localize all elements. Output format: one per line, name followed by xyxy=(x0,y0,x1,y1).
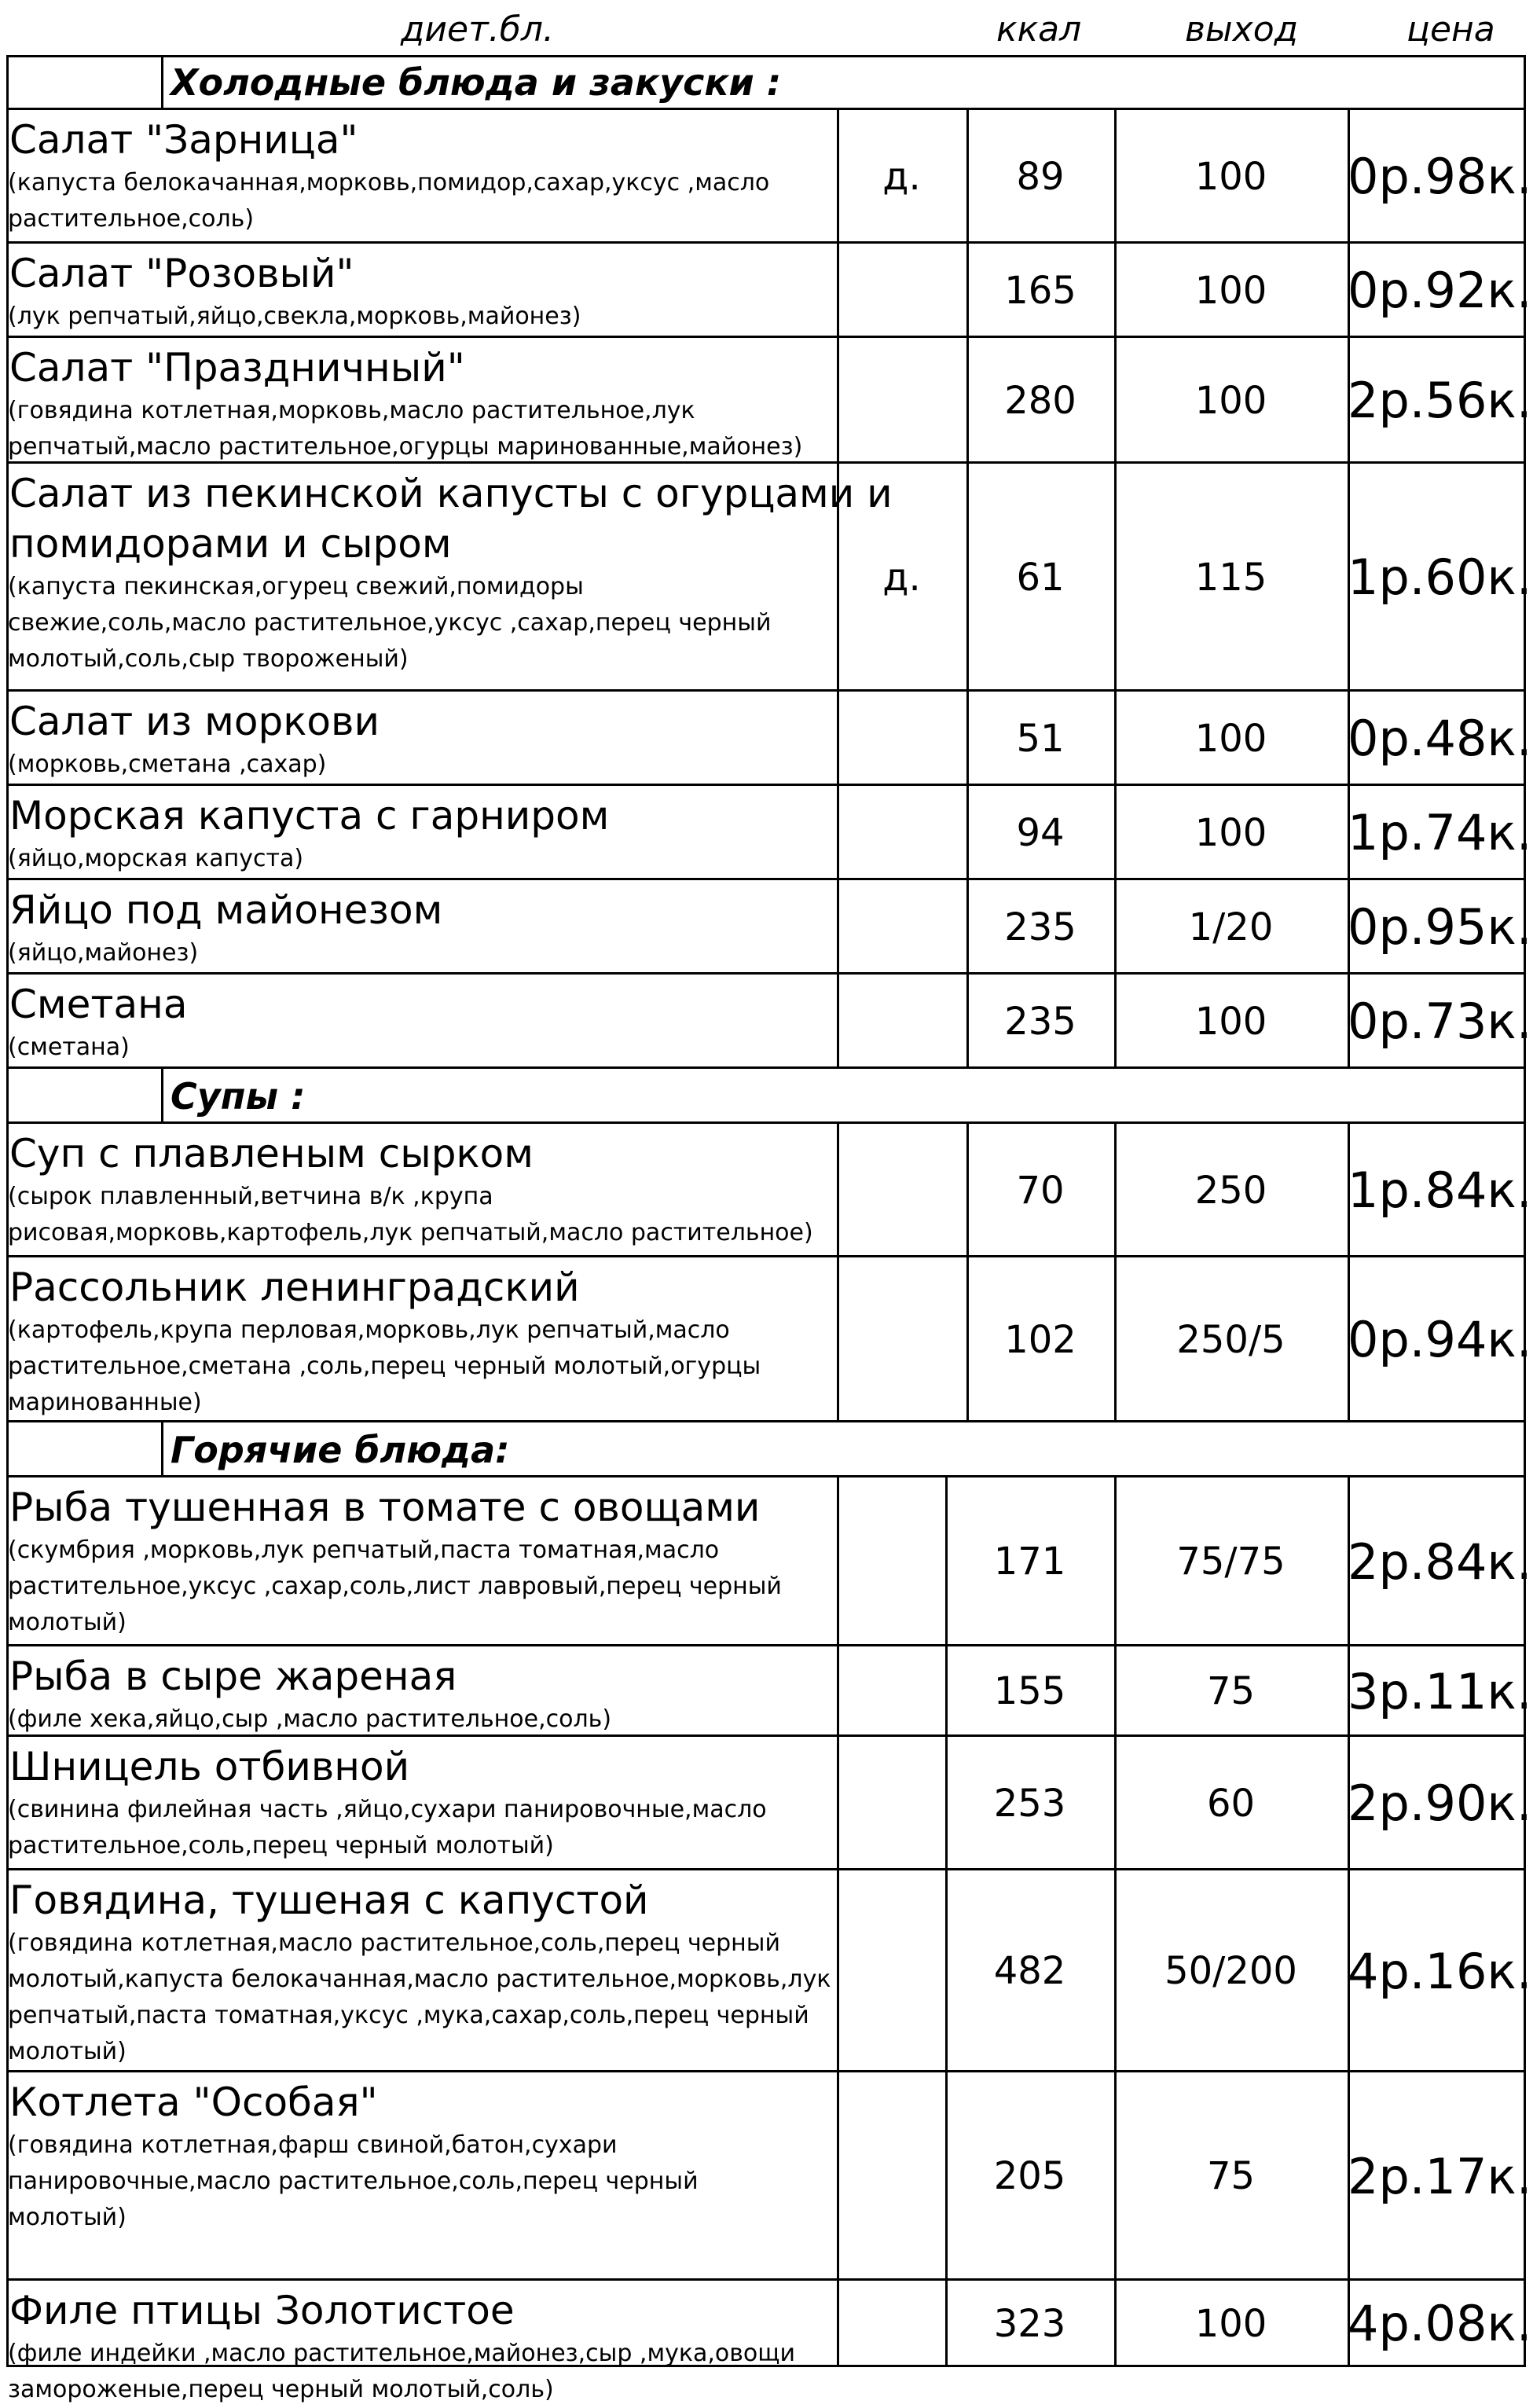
dish-ingredients: молотый) xyxy=(8,2038,127,2065)
column-rule-0 xyxy=(837,1477,839,1646)
yield-value: 115 xyxy=(1194,556,1267,600)
price-value: 0р.94к. xyxy=(1348,1311,1532,1368)
yield-value: 60 xyxy=(1206,1782,1256,1826)
dish-ingredients: (говядина котлетная,фарш свиной,батон,сухари xyxy=(8,2131,618,2159)
price-value: 0р.92к. xyxy=(1348,262,1532,319)
column-rule-0 xyxy=(837,2281,839,2367)
yield-value: 50/200 xyxy=(1164,1949,1297,1993)
dish-ingredients: (филе хека,яйцо,сыр ,масло растительное,соль) xyxy=(8,1705,612,1733)
dish-ingredients: (капуста пекинская,огурец свежий,помидоры xyxy=(8,573,584,600)
dish-ingredients: молотый) xyxy=(8,2204,127,2231)
section-divider xyxy=(161,1069,163,1124)
dish-ingredients: замороженые,перец черный молотый,соль) xyxy=(8,2376,554,2403)
dish-ingredients: рисовая,морковь,картофель,лук репчатый,масло растительное) xyxy=(8,1219,813,1246)
column-rule-0 xyxy=(837,338,839,464)
price-value: 2р.56к. xyxy=(1348,372,1532,429)
dish-ingredients: растительное,уксус ,сахар,соль,лист лавровый,перец черный xyxy=(8,1573,782,1600)
dish-ingredients: молотый,капуста белокачанная,масло растительное,морковь,лук xyxy=(8,1966,831,1993)
yield-value: 75 xyxy=(1206,2154,1256,2198)
section-title: Горячие блюда: xyxy=(171,1429,510,1471)
dish-ingredients: (сырок плавленный,ветчина в/к ,крупа xyxy=(8,1183,493,1210)
dish-name: Салат "Розовый" xyxy=(9,251,354,296)
kcal-value: 482 xyxy=(993,1949,1066,1993)
dish-name: Суп с плавленым сырком xyxy=(9,1131,534,1176)
yield-value: 250/5 xyxy=(1176,1318,1285,1362)
dish-ingredients: молотый) xyxy=(8,1609,127,1636)
dish-ingredients: (картофель,крупа перловая,морковь,лук репчатый,масло xyxy=(8,1316,730,1344)
dish-name: Салат из моркови xyxy=(9,699,380,744)
diet-mark: д. xyxy=(882,556,921,600)
price-value: 0р.48к. xyxy=(1348,710,1532,767)
dish-ingredients: (говядина котлетная,масло растительное,соль,перец черный xyxy=(8,1929,780,1957)
kcal-value: 253 xyxy=(993,1782,1066,1826)
yield-value: 250 xyxy=(1194,1169,1267,1213)
dish-name: Яйцо под майонезом xyxy=(9,887,443,933)
yield-value: 1/20 xyxy=(1188,905,1274,949)
dish-ingredients: (капуста белокачанная,морковь,помидор,сахар,уксус ,масло xyxy=(8,169,770,196)
dish-ingredients: (сметана) xyxy=(8,1033,130,1061)
kcal-value: 235 xyxy=(1004,1000,1076,1044)
diet-mark: д. xyxy=(882,155,921,199)
dish-name: Сметана xyxy=(9,982,188,1027)
kcal-value: 94 xyxy=(1016,811,1065,855)
header-kcal: ккал xyxy=(996,9,1082,50)
kcal-value: 61 xyxy=(1016,556,1065,600)
column-rule-0 xyxy=(837,975,839,1069)
header-diet: диет.бл. xyxy=(401,9,554,50)
column-rule-0 xyxy=(837,1257,839,1422)
dish-name: Морская капуста с гарниром xyxy=(9,793,610,839)
dish-ingredients: растительное,соль) xyxy=(8,205,255,233)
kcal-value: 205 xyxy=(993,2154,1066,2198)
dish-ingredients: растительное,сметана ,соль,перец черный молотый,огурцы xyxy=(8,1353,761,1380)
column-rule-0 xyxy=(837,880,839,975)
dish-ingredients: репчатый,паста томатная,уксус ,мука,сахар,соль,перец черный xyxy=(8,2002,809,2029)
yield-value: 75 xyxy=(1206,1669,1256,1713)
header-yield: выход xyxy=(1185,9,1299,50)
kcal-value: 323 xyxy=(993,2302,1066,2346)
yield-value: 100 xyxy=(1194,1000,1267,1044)
dish-ingredients: (яйцо,майонез) xyxy=(8,939,199,967)
dish-ingredients: (филе индейки ,масло растительное,майонез,сыр ,мука,овощи xyxy=(8,2340,796,2367)
kcal-value: 280 xyxy=(1004,379,1076,423)
column-rule-0 xyxy=(837,786,839,880)
price-value: 0р.95к. xyxy=(1348,898,1532,956)
column-rule-0 xyxy=(837,1737,839,1870)
price-value: 4р.08к. xyxy=(1348,2295,1532,2352)
dish-name: помидорами и сыром xyxy=(9,521,452,567)
section-title: Холодные блюда и закуски : xyxy=(171,61,782,104)
dish-ingredients: (говядина котлетная,морковь,масло растительное,лук xyxy=(8,397,695,424)
section-divider xyxy=(161,1422,163,1477)
dish-ingredients: свежие,соль,масло растительное,уксус ,сахар,перец черный xyxy=(8,609,772,637)
dish-ingredients: (яйцо,морская капуста) xyxy=(8,845,304,872)
price-value: 1р.60к. xyxy=(1348,549,1532,606)
dish-ingredients: молотый,соль,сыр твороженый) xyxy=(8,645,409,673)
price-value: 2р.84к. xyxy=(1348,1533,1532,1591)
price-value: 3р.11к. xyxy=(1348,1663,1532,1720)
price-value: 1р.74к. xyxy=(1348,804,1532,861)
column-rule-0 xyxy=(837,692,839,786)
dish-name: Салат "Праздничный" xyxy=(9,345,465,391)
yield-value: 75/75 xyxy=(1176,1540,1285,1584)
section-title: Супы : xyxy=(171,1075,306,1118)
price-value: 0р.73к. xyxy=(1348,993,1532,1050)
dish-ingredients: репчатый,масло растительное,огурцы маринованные,майонез) xyxy=(8,433,803,461)
price-value: 2р.90к. xyxy=(1348,1775,1532,1832)
yield-value: 100 xyxy=(1194,379,1267,423)
price-value: 1р.84к. xyxy=(1348,1162,1532,1219)
yield-value: 100 xyxy=(1194,2302,1267,2346)
price-value: 0р.98к. xyxy=(1348,148,1532,205)
kcal-value: 165 xyxy=(1004,269,1076,313)
column-rule-0 xyxy=(837,1646,839,1737)
price-value: 4р.16к. xyxy=(1348,1943,1532,2000)
kcal-value: 70 xyxy=(1016,1169,1065,1213)
yield-value: 100 xyxy=(1194,811,1267,855)
dish-ingredients: маринованные) xyxy=(8,1389,202,1416)
kcal-value: 235 xyxy=(1004,905,1076,949)
dish-ingredients: панировочные,масло растительное,соль,перец черный xyxy=(8,2168,699,2195)
dish-ingredients: (морковь,сметана ,сахар) xyxy=(8,751,327,778)
kcal-value: 102 xyxy=(1004,1318,1076,1362)
dish-ingredients: растительное,соль,перец черный молотый) xyxy=(8,1832,554,1859)
dish-name: Салат из пекинской капусты с огурцами и xyxy=(9,471,893,516)
price-value: 2р.17к. xyxy=(1348,2148,1532,2205)
dish-ingredients: (лук репчатый,яйцо,свекла,морковь,майонез) xyxy=(8,303,581,330)
dish-name: Филе птицы Золотистое xyxy=(9,2288,515,2333)
dish-name: Говядина, тушеная с капустой xyxy=(9,1878,649,1923)
yield-value: 100 xyxy=(1194,717,1267,761)
dish-name: Рассольник ленинградский xyxy=(9,1265,580,1310)
dish-name: Салат "Зарница" xyxy=(9,117,358,163)
section-divider xyxy=(161,55,163,110)
dish-name: Рыба тушенная в томате с овощами xyxy=(9,1485,761,1530)
kcal-value: 155 xyxy=(993,1669,1066,1713)
column-rule-0 xyxy=(837,2072,839,2281)
column-rule-0 xyxy=(837,1124,839,1257)
yield-value: 100 xyxy=(1194,155,1267,199)
column-rule-0 xyxy=(837,1870,839,2072)
kcal-value: 51 xyxy=(1016,717,1065,761)
column-rule-0 xyxy=(837,244,839,338)
kcal-value: 89 xyxy=(1016,155,1065,199)
dish-name: Котлета "Особая" xyxy=(9,2079,378,2125)
kcal-value: 171 xyxy=(993,1540,1066,1584)
dish-ingredients: (свинина филейная часть ,яйцо,сухари панировочные,масло xyxy=(8,1796,767,1823)
yield-value: 100 xyxy=(1194,269,1267,313)
dish-name: Шницель отбивной xyxy=(9,1744,410,1789)
dish-ingredients: (скумбрия ,морковь,лук репчатый,паста томатная,масло xyxy=(8,1536,720,1564)
header-price: цена xyxy=(1406,9,1495,50)
dish-name: Рыба в сыре жареная xyxy=(9,1654,457,1699)
